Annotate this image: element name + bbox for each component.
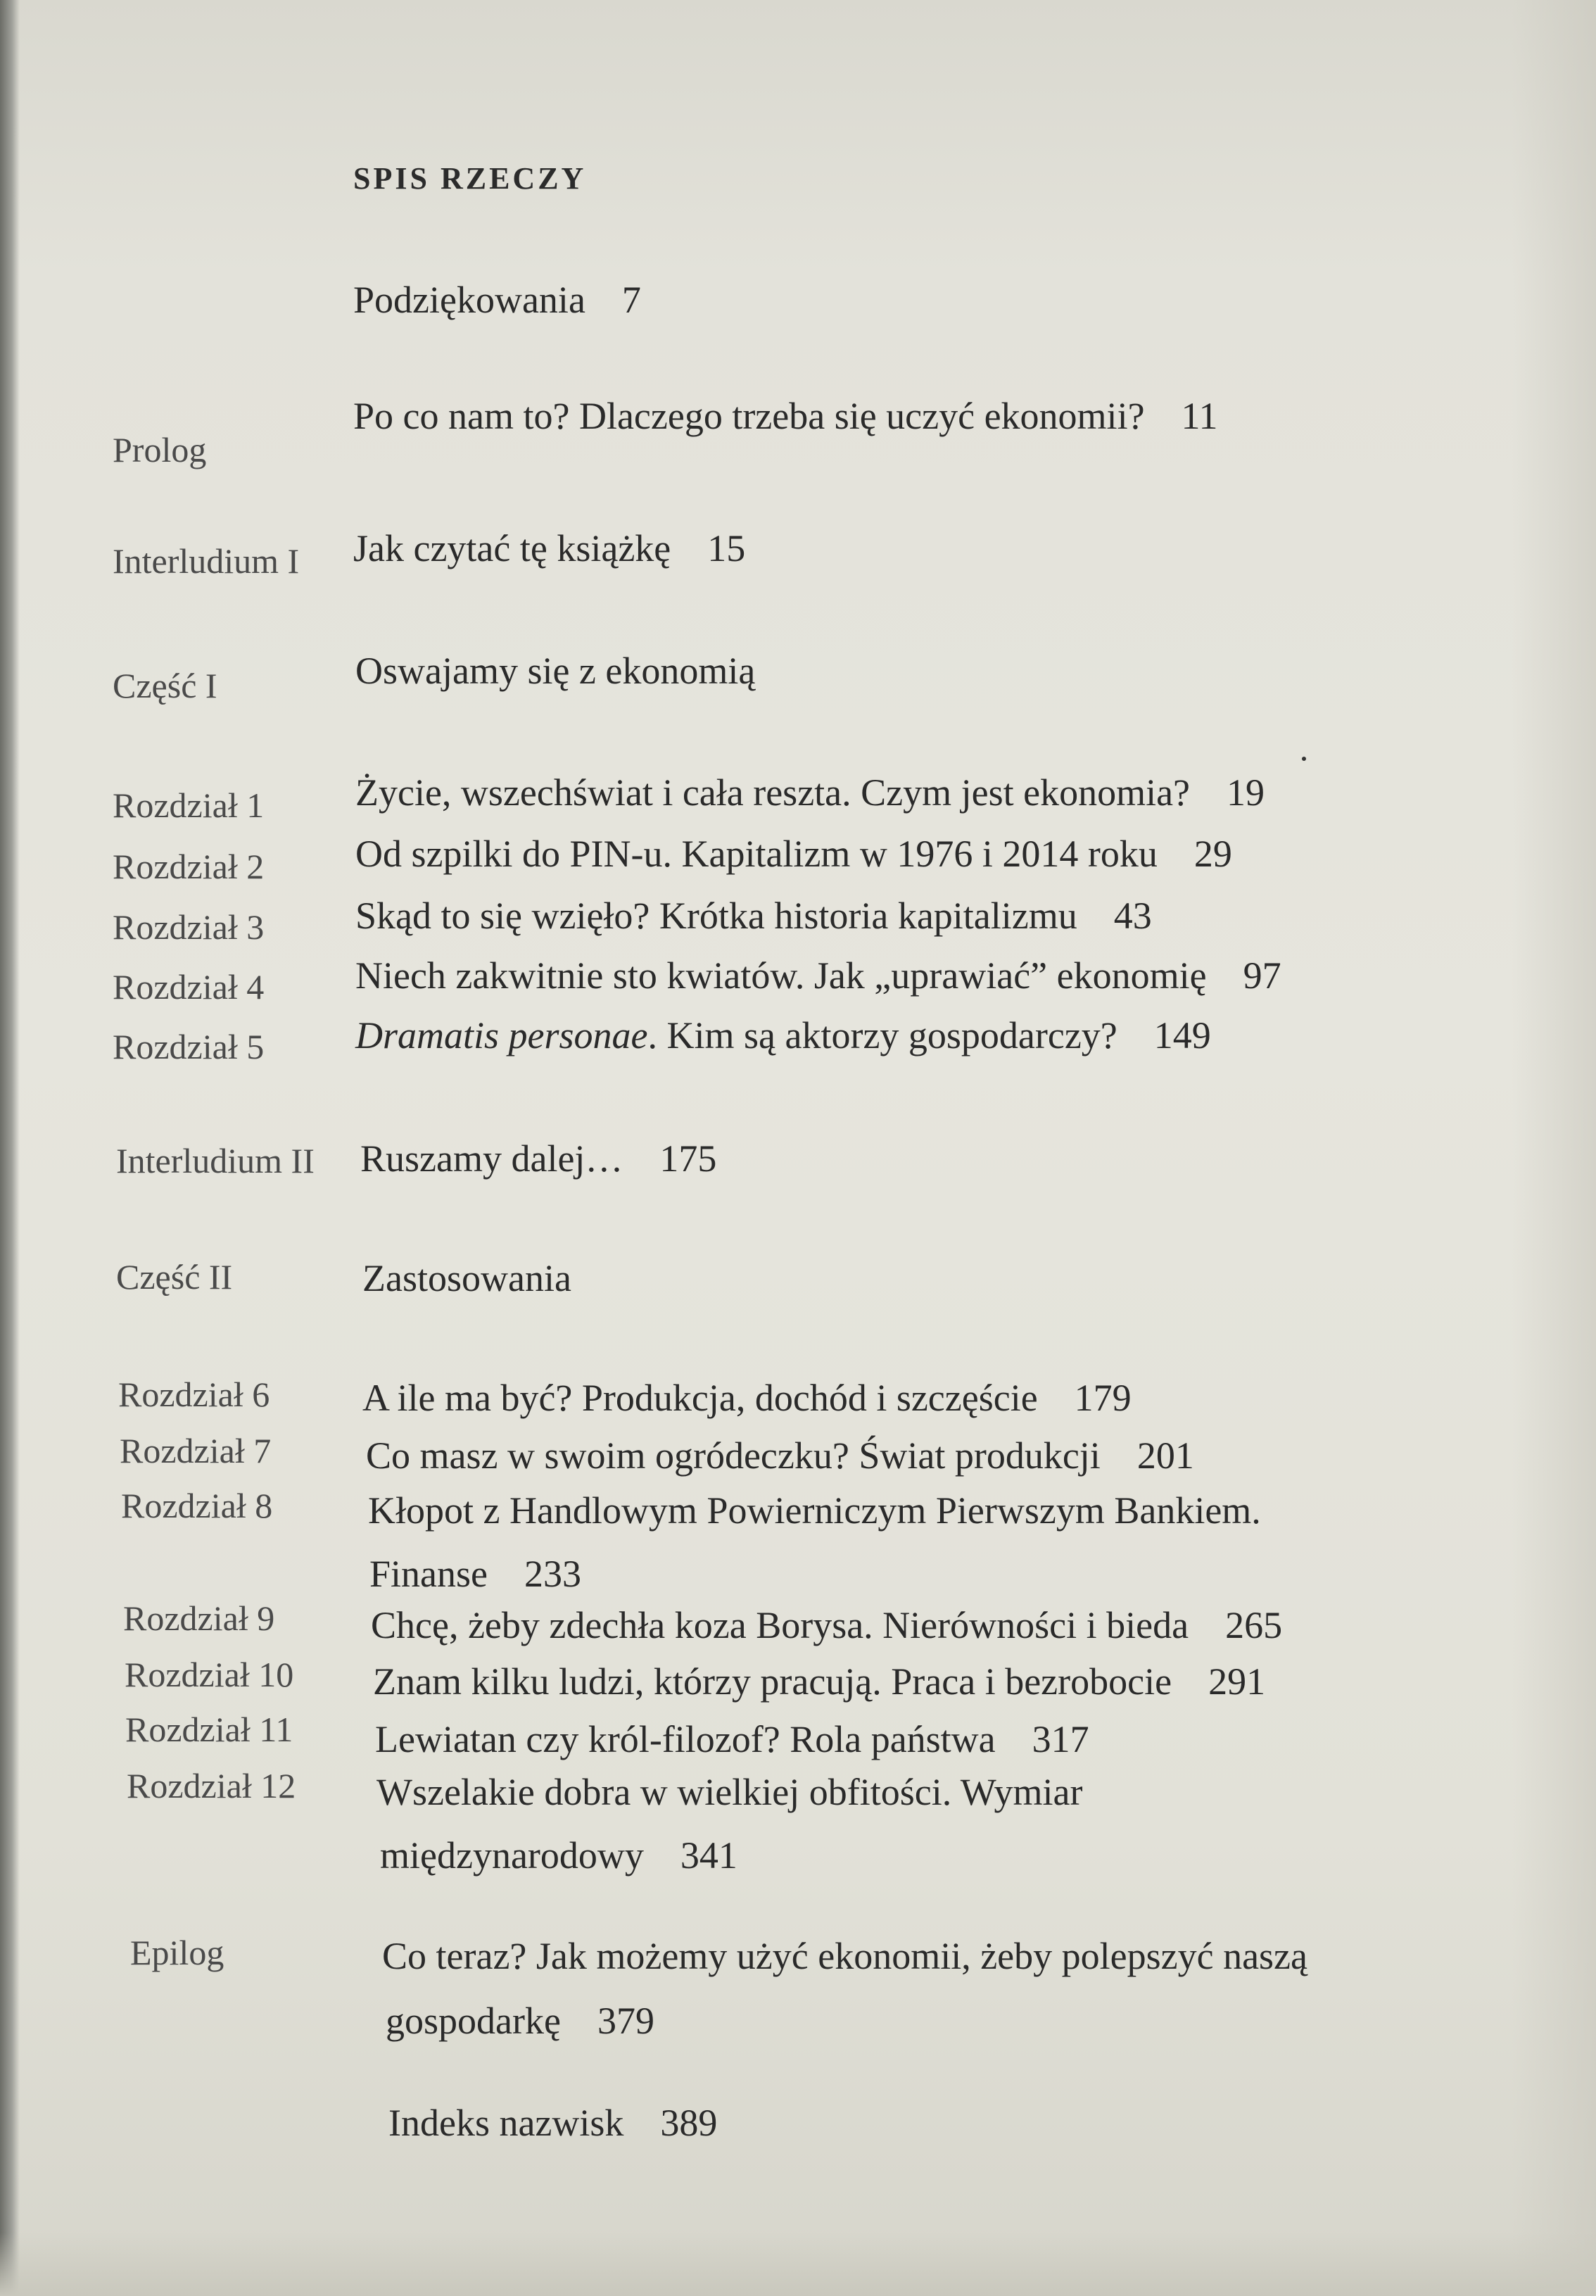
entry-page: 15 bbox=[707, 527, 746, 569]
entry-page: 341 bbox=[680, 1834, 737, 1876]
entry-page: 379 bbox=[597, 2000, 654, 2042]
entry-page: 179 bbox=[1074, 1377, 1132, 1419]
entry-page: 7 bbox=[621, 279, 641, 321]
toc-part-2-title: Zastosowania bbox=[362, 1257, 571, 1299]
entry-page: 11 bbox=[1181, 395, 1218, 437]
toc-label-chapter-5: Rozdział 5 bbox=[113, 1027, 265, 1066]
entry-text: Co teraz? Jak możemy użyć ekonomii, żeby polepszyć naszą bbox=[382, 1935, 1307, 1977]
toc-label-chapter-11: Rozdział 11 bbox=[125, 1710, 293, 1749]
toc-label-chapter-8: Rozdział 8 bbox=[121, 1486, 273, 1525]
entry-text: Kłopot z Handlowym Powierniczym Pierwszym Bankiem. bbox=[368, 1489, 1261, 1532]
toc-label-part-2: Część II bbox=[116, 1257, 233, 1297]
entry-text: Skąd to się wzięło? Krótka historia kapitalizmu bbox=[355, 895, 1077, 937]
entry-text: Chcę, żeby zdechła koza Borysa. Nierówności i bieda bbox=[371, 1604, 1189, 1646]
entry-page: 201 bbox=[1136, 1434, 1194, 1477]
toc-entry-interlude-1 bbox=[353, 526, 745, 570]
entry-text: Co masz w swoim ogródeczku? Świat produkcji bbox=[366, 1434, 1101, 1477]
toc-label-chapter-3: Rozdział 3 bbox=[113, 907, 265, 947]
toc-label-chapter-9: Rozdział 9 bbox=[123, 1598, 275, 1638]
toc-title: SPIS RZECZY bbox=[353, 161, 587, 196]
toc-entry-chapter-12-cont bbox=[380, 1834, 737, 1877]
entry-page: 317 bbox=[1032, 1718, 1089, 1760]
page-bottom-edge bbox=[0, 2233, 1596, 2296]
toc-entry-index bbox=[388, 2101, 717, 2145]
entry-text: Ruszamy dalej… bbox=[360, 1137, 623, 1180]
toc-entry-chapter-2 bbox=[355, 832, 1232, 876]
toc-entry-chapter-6 bbox=[362, 1376, 1132, 1420]
toc-label-chapter-1: Rozdział 1 bbox=[113, 786, 265, 825]
toc-label-part-1: Część I bbox=[113, 666, 217, 705]
toc-label-interlude-2: Interludium II bbox=[116, 1141, 315, 1180]
entry-text: Lewiatan czy król-filozof? Rola państwa bbox=[375, 1718, 996, 1760]
entry-page: 233 bbox=[524, 1553, 581, 1595]
toc-label-chapter-10: Rozdział 10 bbox=[125, 1655, 294, 1694]
toc-label-chapter-4: Rozdział 4 bbox=[113, 967, 265, 1007]
entry-text: Wszelakie dobra w wielkiej obfitości. Wymiar bbox=[376, 1771, 1083, 1813]
entry-page: 43 bbox=[1113, 895, 1152, 937]
toc-label-epilogue: Epilog bbox=[130, 1933, 224, 1972]
entry-text-cont: Finanse bbox=[369, 1553, 488, 1595]
entry-text-cont: gospodarkę bbox=[386, 2000, 561, 2042]
toc-entry-chapter-8-cont bbox=[369, 1552, 581, 1596]
toc-part-1-title: Oswajamy się z ekonomią bbox=[355, 650, 756, 692]
toc-label-chapter-2: Rozdział 2 bbox=[113, 847, 265, 886]
entry-text: A ile ma być? Produkcja, dochód i szczęście bbox=[362, 1377, 1038, 1419]
toc-entry-chapter-9 bbox=[371, 1603, 1282, 1647]
entry-text-cont: międzynarodowy bbox=[380, 1834, 644, 1876]
toc-label-chapter-12: Rozdział 12 bbox=[127, 1766, 296, 1805]
entry-text: Po co nam to? Dlaczego trzeba się uczyć ekonomii? bbox=[353, 395, 1145, 437]
toc-entry-chapter-1 bbox=[355, 771, 1265, 814]
toc-entry-chapter-4 bbox=[355, 954, 1281, 997]
entry-text: Niech zakwitnie sto kwiatów. Jak „uprawiać” ekonomię bbox=[355, 954, 1207, 997]
toc-label-chapter-6: Rozdział 6 bbox=[118, 1375, 270, 1414]
toc-entry-interlude-2 bbox=[360, 1137, 716, 1180]
ink-speck bbox=[1302, 757, 1306, 761]
toc-label-prologue: Prolog bbox=[113, 430, 207, 469]
toc-entry-chapter-3 bbox=[355, 894, 1152, 938]
entry-page: 389 bbox=[660, 2102, 718, 2144]
toc-entry-chapter-12 bbox=[376, 1770, 1082, 1814]
entry-text: . Kim są aktorzy gospodarczy? bbox=[647, 1014, 1117, 1056]
entry-page: 291 bbox=[1208, 1660, 1266, 1703]
entry-text: Jak czytać tę książkę bbox=[353, 527, 671, 569]
toc-entry-prologue bbox=[353, 394, 1218, 438]
entry-page: 19 bbox=[1227, 771, 1265, 814]
entry-text: Życie, wszechświat i cała reszta. Czym jest ekonomia? bbox=[355, 771, 1191, 814]
entry-text: Od szpilki do PIN-u. Kapitalizm w 1976 i 2014 roku bbox=[355, 833, 1158, 875]
toc-entry-chapter-7 bbox=[366, 1434, 1194, 1477]
entry-page: 175 bbox=[659, 1137, 717, 1180]
entry-text-italic: Dramatis personae bbox=[355, 1014, 648, 1056]
entry-text: Indeks nazwisk bbox=[388, 2102, 624, 2144]
toc-label-chapter-7: Rozdział 7 bbox=[120, 1431, 272, 1470]
page-edge-shadow bbox=[1512, 0, 1596, 2296]
toc-entry-chapter-11 bbox=[375, 1717, 1089, 1761]
toc-entry-chapter-10 bbox=[373, 1660, 1265, 1703]
book-spine-shadow bbox=[0, 0, 20, 2296]
toc-entry-epilogue-cont bbox=[386, 1999, 654, 2043]
toc-entry-chapter-5 bbox=[355, 1014, 1211, 1057]
toc-entry-acknowledgements bbox=[353, 278, 641, 322]
toc-entry-chapter-8 bbox=[368, 1489, 1261, 1532]
entry-page: 265 bbox=[1225, 1604, 1283, 1646]
toc-label-interlude-1: Interludium I bbox=[113, 541, 300, 581]
toc-entry-epilogue bbox=[382, 1934, 1307, 1978]
entry-text: Znam kilku ludzi, którzy pracują. Praca i bezrobocie bbox=[373, 1660, 1172, 1703]
entry-text: Podziękowania bbox=[353, 279, 585, 321]
entry-page: 149 bbox=[1153, 1014, 1211, 1056]
entry-page: 97 bbox=[1243, 954, 1281, 997]
entry-page: 29 bbox=[1193, 833, 1232, 875]
